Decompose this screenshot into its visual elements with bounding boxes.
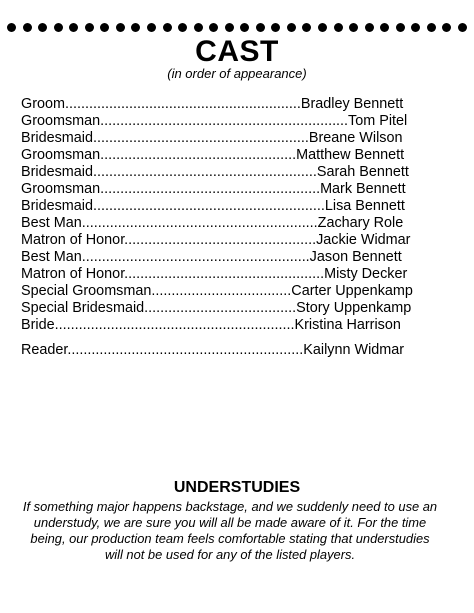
border-dot [178, 23, 187, 32]
cast-row: Groomsman.................................................Matthew Bennett [21, 147, 405, 163]
border-dot [396, 23, 405, 32]
page-subtitle: (in order of appearance) [167, 66, 307, 81]
border-dot [194, 23, 203, 32]
border-dot [365, 23, 374, 32]
border-dot [85, 23, 94, 32]
cast-row: Bridesmaid..........................................................Lisa Bennett [21, 198, 405, 214]
border-dot [318, 23, 327, 32]
understudies-heading: UNDERSTUDIES [173, 479, 301, 496]
page-title: CAST [195, 35, 279, 68]
border-dot [240, 23, 249, 32]
border-dot [116, 23, 125, 32]
border-dot [38, 23, 47, 32]
cast-list [21, 96, 461, 359]
border-dot [442, 23, 451, 32]
understudies-body: If something major happens backstage, and we suddenly need to use an understudy, we are sure you will all be made aware of it. For the time being, our production team feels comfortable stating that understudies will not be used for any of the listed players. [22, 499, 438, 562]
border-dot [7, 23, 16, 32]
border-dot [225, 23, 234, 32]
border-dot [69, 23, 78, 32]
cast-row: Special Bridesmaid......................................Story Uppenkamp [21, 300, 412, 316]
border-dot [256, 23, 265, 32]
border-dot [131, 23, 140, 32]
border-dot [458, 23, 467, 32]
border-dot [23, 23, 32, 32]
border-dot [334, 23, 343, 32]
cast-row: Bridesmaid......................................................Breane Wilson [21, 130, 403, 146]
cast-row: Best Man.........................................................Jason Bennett [21, 249, 402, 265]
cast-row: Best Man...........................................................Zachary Role [21, 215, 404, 231]
border-dot [100, 23, 109, 32]
border-dot [54, 23, 63, 32]
border-dot [349, 23, 358, 32]
cast-row-reader: Reader...........................................................Kailynn Widmar [21, 342, 405, 358]
cast-row: Bride............................................................Kristina Harrison [21, 317, 401, 333]
border-dot [209, 23, 218, 32]
border-dot [302, 23, 311, 32]
border-dot [163, 23, 172, 32]
cast-row: Groom...........................................................Bradley Bennett [21, 96, 404, 112]
border-dot [271, 23, 280, 32]
cast-row: Bridesmaid........................................................Sarah Bennett [21, 164, 409, 180]
cast-row: Matron of Honor..................................................Misty Decker [21, 266, 408, 282]
border-dot [287, 23, 296, 32]
cast-row: Groomsman..............................................................Tom Pitel [21, 113, 408, 129]
border-dot [147, 23, 156, 32]
border-dot [380, 23, 389, 32]
cast-row: Matron of Honor................................................Jackie Widmar [21, 232, 411, 248]
cast-row: Special Groomsman...................................Carter Uppenkamp [21, 283, 413, 299]
border-dot [411, 23, 420, 32]
cast-row: Groomsman.......................................................Mark Bennett [21, 181, 406, 197]
dotted-border [7, 23, 467, 33]
border-dot [427, 23, 436, 32]
